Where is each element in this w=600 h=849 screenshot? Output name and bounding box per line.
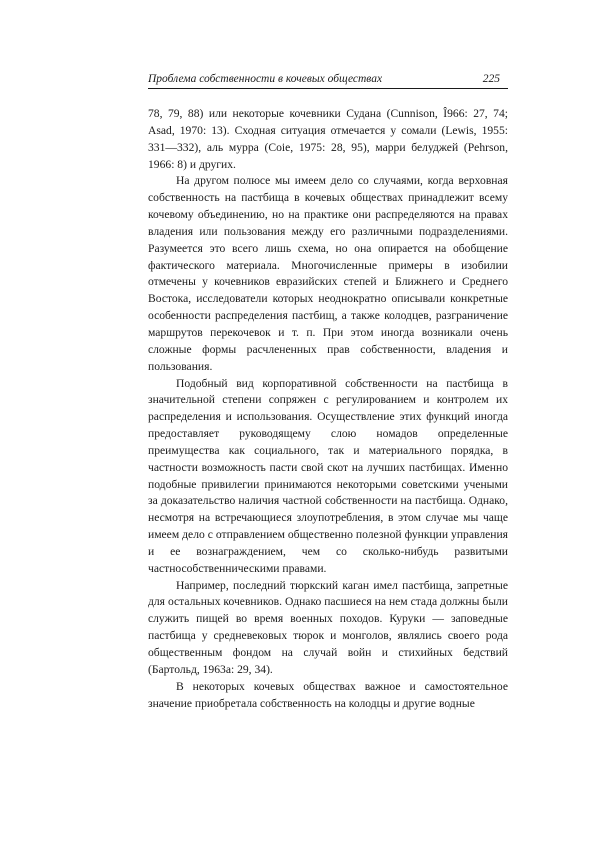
paragraph: В некоторых кочевых обществах важное и самостоятельное значение приобретала собственность на колодцы и другие водные bbox=[148, 679, 508, 710]
running-head bbox=[148, 72, 508, 89]
body-text bbox=[148, 106, 508, 712]
running-head-title: Проблема собственности в кочевых обществах bbox=[148, 73, 383, 85]
document-page bbox=[148, 72, 508, 712]
paragraph: Подобный вид корпоративной собственности на пастбища в значительной степени сопряжен с регулированием и контролем их распределения и использования. Осуществление этих функций иногда предоставляет руководящему слою номадов определенные преимущества как социального, так и материального порядка, в частности возможность пасти свой скот на лучших пастбищах. Именно подобные привилегии принимаются некоторыми советскими учеными за доказательство наличия частной собственности на пастбища. Однако, несмотря на встречающиеся злоупотребления, в этом случае мы чаще имеем дело с отправлением общественно полезной функции управления и ее вознаграждением, чем со сколько-нибудь развитыми частнособственническими правами. bbox=[148, 376, 508, 575]
paragraph: На другом полюсе мы имеем дело со случаями, когда верховная собственность на пастбища в кочевых обществах принадлежит всему кочевому объединению, но на практике они распределяются на правах владения или пользования между его различными подразделениями. Разумеется это всего лишь схема, но она опирается на обобщение фактического материала. Многочисленные примеры в изобилии отмечены у кочевников евразийских степей и Ближнего и Среднего Востока, исследователи которых неоднократно описывали конкретные особенности распределения пастбищ, а также колодцев, разграничение маршрутов перекочевок и т. п. При этом иногда возникали очень сложные формы расчлененных прав собственности, владения и пользования. bbox=[148, 174, 508, 373]
page-number: 225 bbox=[482, 73, 500, 85]
paragraph-continuation: 78, 79, 88) или некоторые кочевники Судана (Cunnison, Î966: 27, 74; Asad, 1970: 13). Сходная ситуация отмечается у сомали (Lewis, 1955: 331—332), аль мурра (Coie, 1975: 28, 95), марри белуджей (Pehrson, 1966: 8) и других. bbox=[148, 107, 508, 171]
paragraph: Например, последний тюркский каган имел пастбища, запретные для остальных кочевников. Однако пасшиеся на нем стада должны были служить пищей во время военных походов. Куруки — заповедные пастбища у средневековых тюрок и монголов, являлись своего рода общественным фондом на случай войн и стихийных бедствий (Бартольд, 1963а: 29, 34). bbox=[148, 578, 508, 676]
